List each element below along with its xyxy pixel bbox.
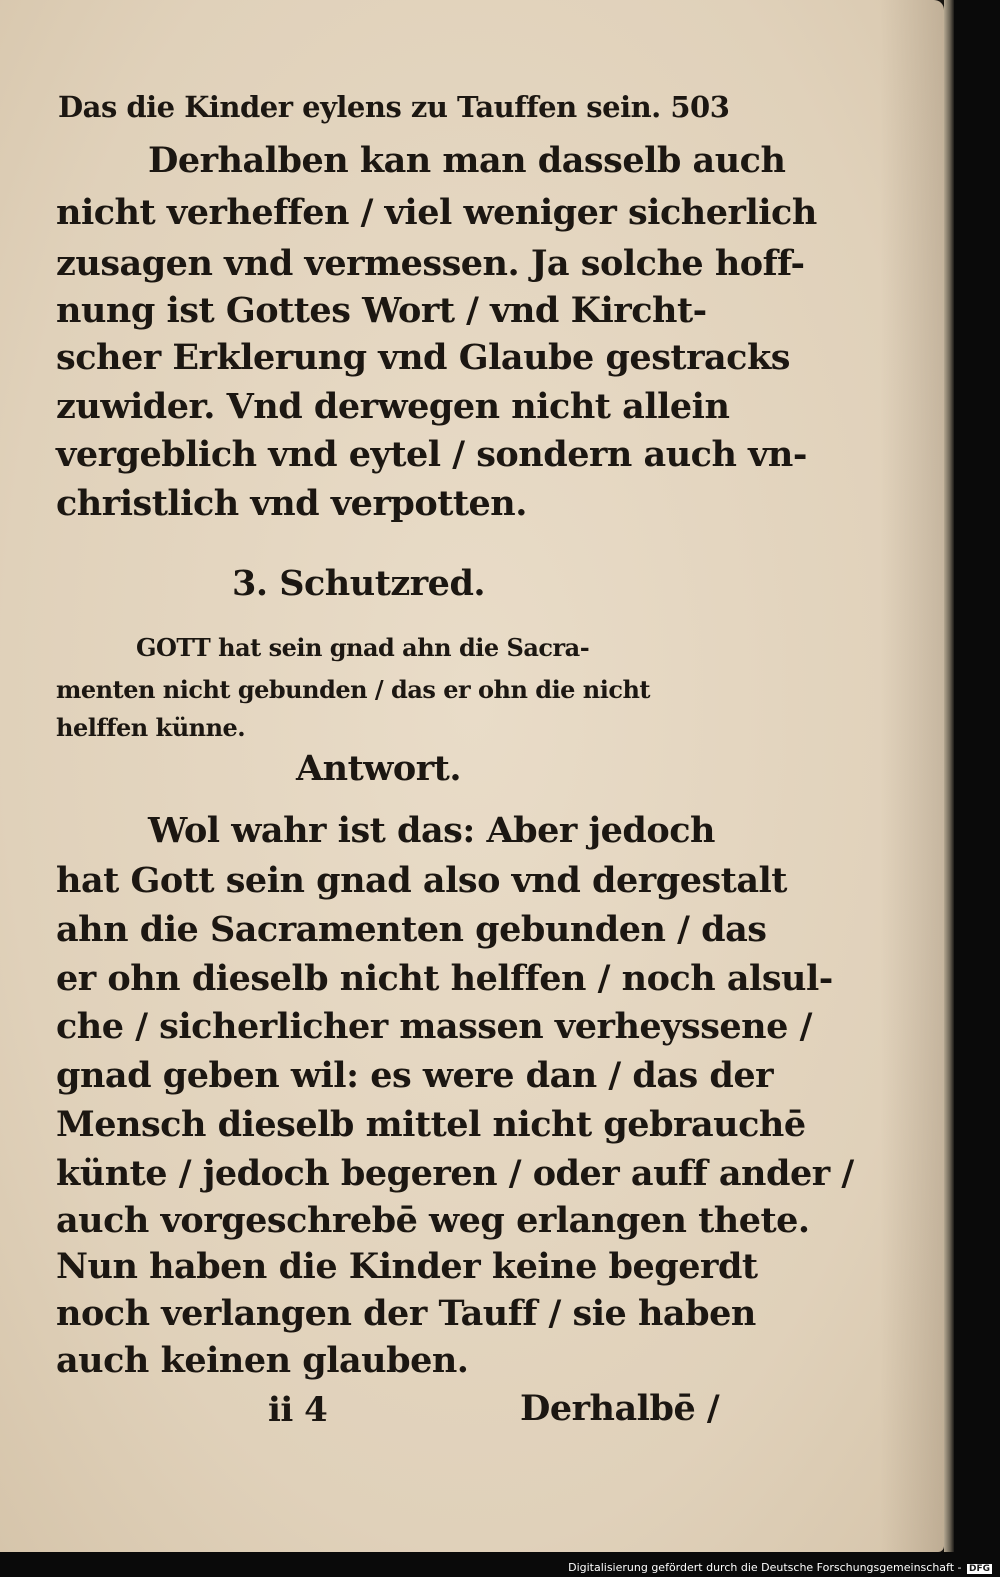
objection-line: menten nicht gebunden / das er ohn die nicht — [56, 675, 651, 704]
paragraph-2-line: ahn die Sacramenten gebunden / das — [56, 909, 767, 950]
paragraph-2-line: noch verlangen der Tauff / sie haben — [56, 1293, 756, 1334]
dfg-logo: DFG — [968, 1564, 990, 1574]
running-header: Das die Kinder eylens zu Tauffen sein. 503 — [58, 90, 730, 124]
objection-line: helffen künne. — [56, 713, 246, 742]
paragraph-1-line: scher Erklerung vnd Glaube gestracks — [56, 337, 790, 378]
paragraph-2-line: hat Gott sein gnad also vnd dergestalt — [56, 860, 787, 901]
paragraph-2-line: Nun haben die Kinder keine begerdt — [56, 1246, 758, 1287]
page-edge — [944, 0, 954, 1552]
paragraph-1-line: nicht verheffen / viel weniger sicherlich — [56, 192, 817, 233]
paragraph-2-line: auch vorgeschrebē weg erlangen thete. — [56, 1200, 810, 1241]
objection-line: GOTT hat sein gnad ahn die Sacra- — [136, 633, 590, 662]
paragraph-1-line: nung ist Gottes Wort / vnd Kircht- — [56, 290, 707, 331]
paragraph-1-line: zusagen vnd vermessen. Ja solche hoff- — [56, 243, 805, 284]
section-heading: 3. Schutzred. — [232, 563, 486, 604]
paragraph-2-line: gnad geben wil: es were dan / das der — [56, 1055, 774, 1096]
paragraph-2-line: che / sicherlicher massen verheyssene / — [56, 1006, 812, 1047]
page-shadow — [880, 0, 944, 1552]
answer-heading: Antwort. — [296, 748, 462, 789]
credit-text: Digitalisierung gefördert durch die Deutsche Forschungsgemeinschaft - — [568, 1561, 962, 1574]
paragraph-1-line: Derhalben kan man dasselb auch — [148, 140, 786, 181]
digitization-credit — [568, 1561, 992, 1574]
paragraph-2-line: Mensch dieselb mittel nicht gebrauchē — [56, 1104, 806, 1145]
catchword: Derhalbē / — [520, 1388, 720, 1429]
paragraph-1-line: zuwider. Vnd derwegen nicht allein — [56, 386, 730, 427]
paragraph-2-line: künte / jedoch begeren / oder auff ander / — [56, 1153, 854, 1194]
signature-mark: ii 4 — [268, 1390, 328, 1430]
paragraph-2-line: Wol wahr ist das: Aber jedoch — [148, 810, 715, 851]
paragraph-2-line: er ohn dieselb nicht helffen / noch alsul- — [56, 958, 833, 999]
paragraph-1-line: vergeblich vnd eytel / sondern auch vn- — [56, 434, 807, 475]
paragraph-1-line: christlich vnd verpotten. — [56, 483, 527, 524]
paragraph-2-line: auch keinen glauben. — [56, 1340, 469, 1381]
